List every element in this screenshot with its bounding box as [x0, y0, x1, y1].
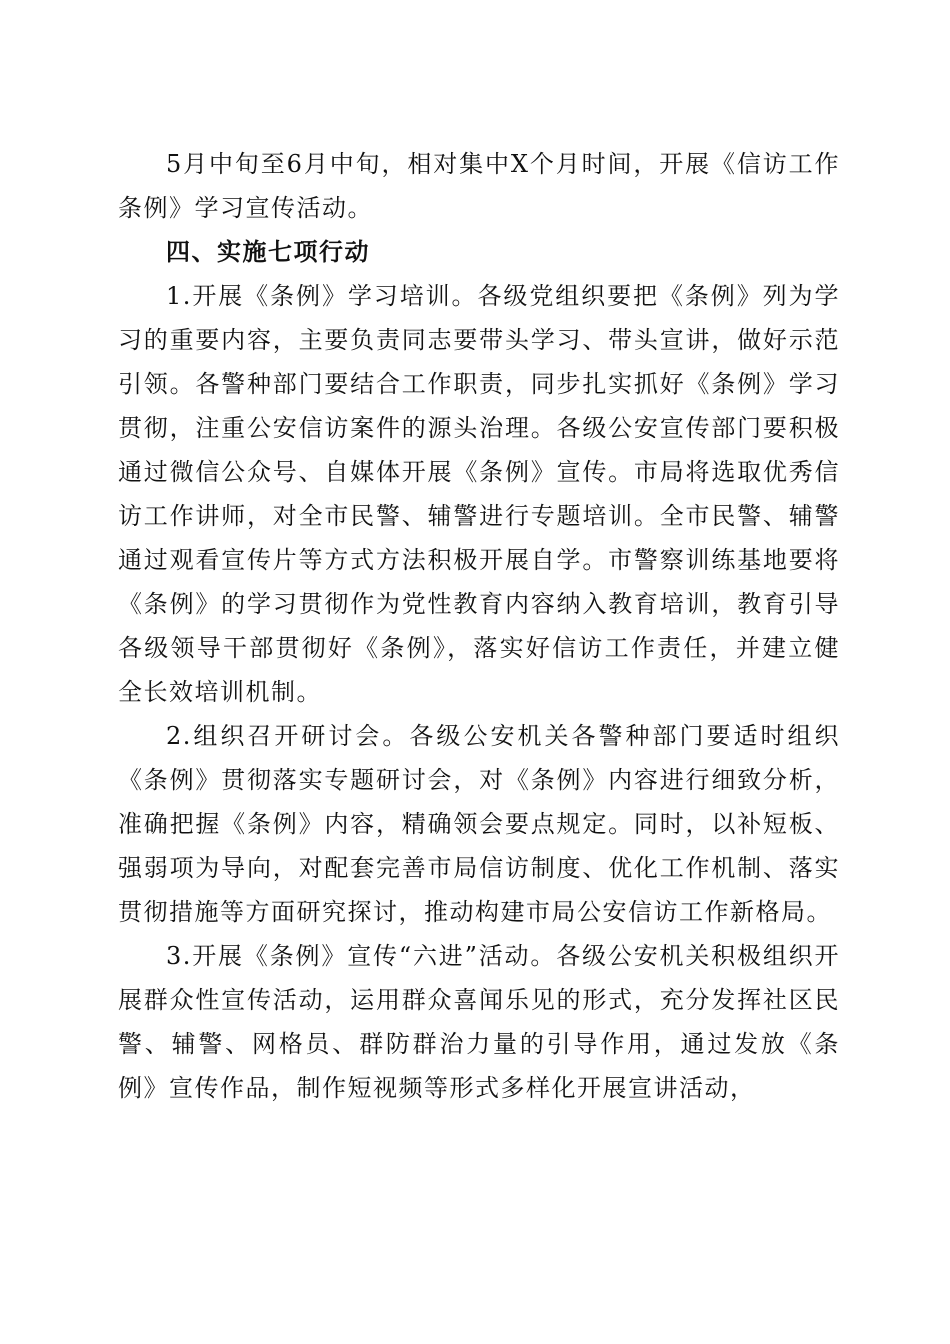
- section-heading-four: 四、实施七项行动: [166, 238, 370, 266]
- paragraph-item-2: 2.组织召开研讨会。各级公安机关各警种部门要适时组织《条例》贯彻落实专题研讨会，对《条例》内容进行细致分析，准确把握《条例》内容，精确领会要点规定。同时，以补短板、强弱项为导向，对配套完善市局信访制度、优化工作机制、落实贯彻措施等方面研究探讨，推动构建市局公安信访工作新格局。: [118, 722, 840, 926]
- paragraph-item-3: 3.开展《条例》宣传“六进”活动。各级公安机关积极组织开展群众性宣传活动，运用群众喜闻乐见的形式，充分发挥社区民警、辅警、网格员、群防群治力量的引导作用，通过发放《条例》宣传作品，制作短视频等形式多样化开展宣讲活动，: [118, 942, 840, 1102]
- document-body: [118, 142, 840, 1110]
- paragraph-intro: 5月中旬至6月中旬，相对集中X个月时间，开展《信访工作条例》学习宣传活动。: [118, 150, 840, 222]
- paragraph-item-1: 1.开展《条例》学习培训。各级党组织要把《条例》列为学习的重要内容，主要负责同志要带头学习、带头宣讲，做好示范引领。各警种部门要结合工作职责，同步扎实抓好《条例》学习贯彻，注重公安信访案件的源头治理。各级公安宣传部门要积极通过微信公众号、自媒体开展《条例》宣传。市局将选取优秀信访工作讲师，对全市民警、辅警进行专题培训。全市民警、辅警通过观看宣传片等方式方法积极开展自学。市警察训练基地要将《条例》的学习贯彻作为党性教育内容纳入教育培训，教育引导各级领导干部贯彻好《条例》，落实好信访工作责任，并建立健全长效培训机制。: [118, 282, 840, 706]
